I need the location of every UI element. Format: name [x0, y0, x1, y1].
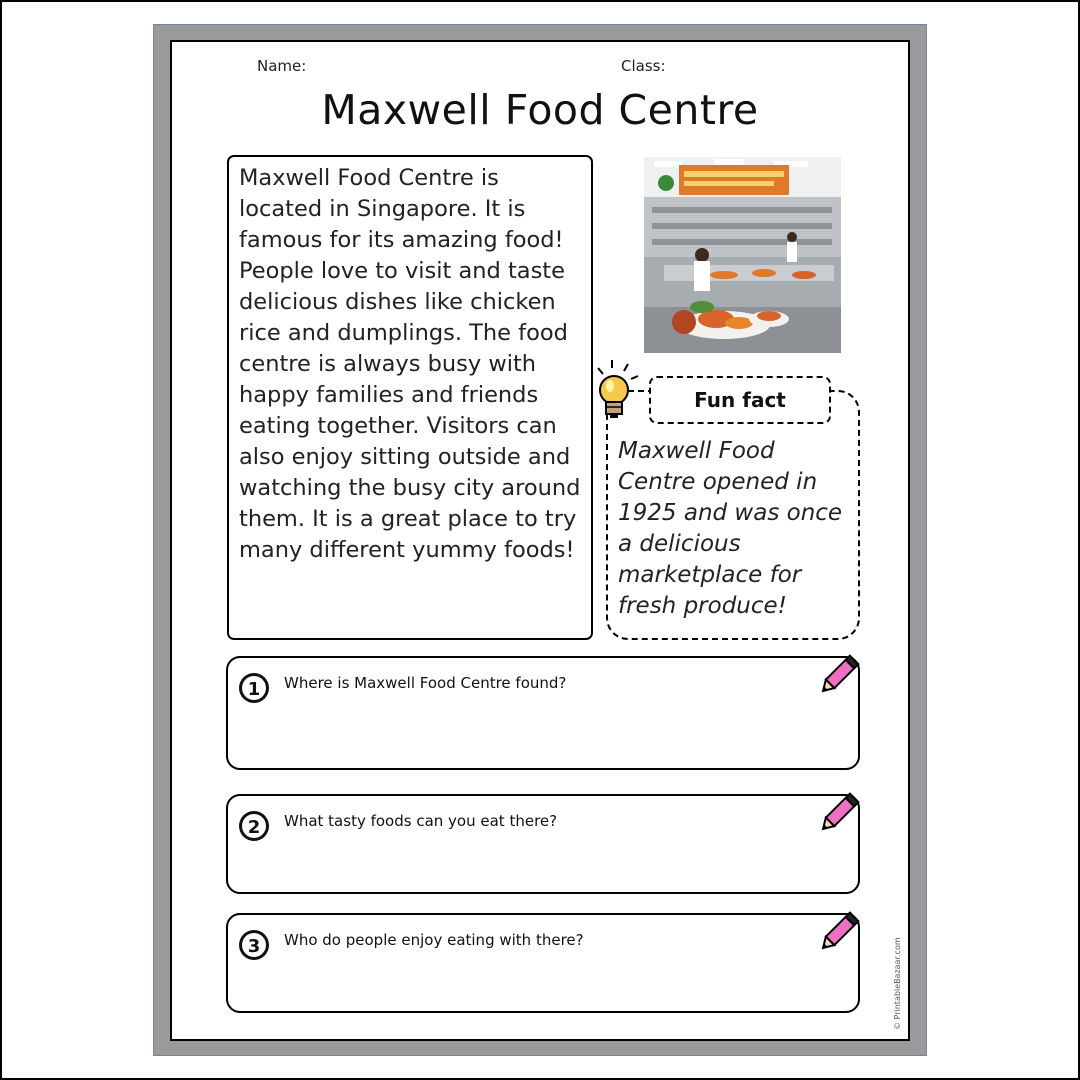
question-text: What tasty foods can you eat there?	[284, 812, 558, 830]
lightbulb-icon	[590, 360, 646, 426]
question-text: Where is Maxwell Food Centre found?	[284, 674, 567, 692]
number-badge-icon	[238, 810, 270, 842]
page-title: Maxwell Food Centre	[321, 86, 759, 134]
question-number: 2	[247, 817, 261, 838]
question-box-2[interactable]	[226, 794, 860, 894]
pencil-icon	[814, 905, 866, 957]
class-label: Class:	[621, 57, 666, 75]
reading-passage: Maxwell Food Centre is located in Singapore. It is famous for its amazing food! People love to visit and taste delicious dishes like chicken rice and dumplings. The food centre is always busy with happy families and friends eating together. Visitors can also enjoy sitting outside and watching the busy city around them. It is a great place to try many different yummy foods!	[227, 155, 593, 640]
fun-fact-title: Fun fact	[649, 376, 831, 424]
question-box-3[interactable]	[226, 913, 860, 1013]
pencil-icon	[814, 786, 866, 838]
name-label: Name:	[257, 57, 307, 75]
question-box-1[interactable]	[226, 656, 860, 770]
question-text: Who do people enjoy eating with there?	[284, 931, 584, 949]
number-badge-icon	[238, 929, 270, 961]
question-number: 1	[247, 679, 261, 700]
pencil-icon	[814, 648, 866, 700]
number-badge-icon	[238, 672, 270, 704]
food-centre-photo	[644, 157, 841, 353]
copyright-text: © PrintableBazaar.com	[893, 937, 902, 1030]
question-number: 3	[247, 936, 261, 957]
fun-fact-text: Maxwell Food Centre opened in 1925 and was once a delicious marketplace for fresh produce!	[618, 438, 843, 619]
